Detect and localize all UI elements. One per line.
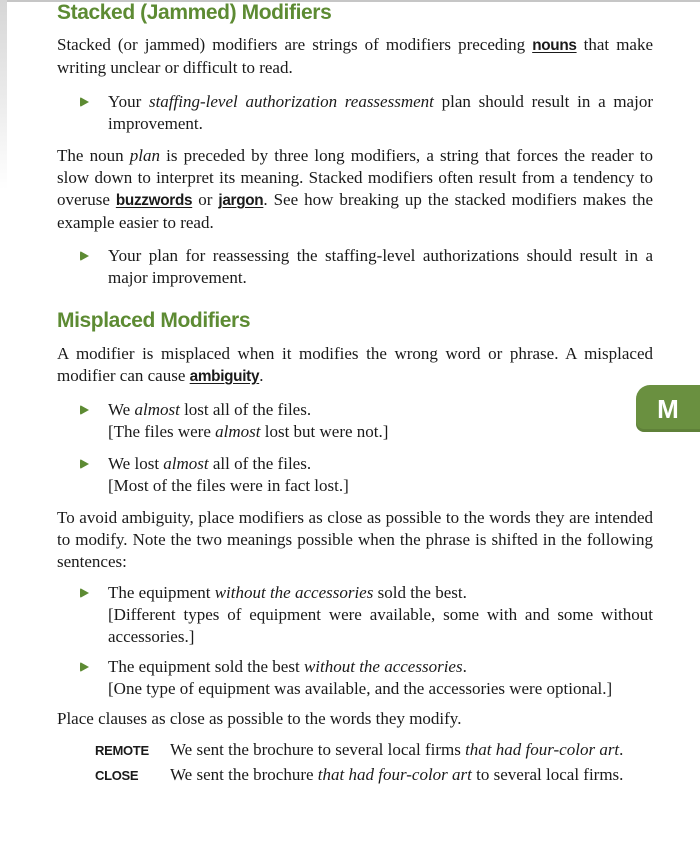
bullet-text: The equipment without the accessories sold the best. [108, 583, 467, 602]
example-bullet-stacked-bad [57, 91, 653, 135]
paragraph-stacked-intro: Stacked (or jammed) modifiers are strings of modifiers preceding nouns that make writing unclear or difficult to read. [57, 35, 654, 77]
page-content [57, 1, 653, 789]
bullet-arrow-icon [80, 251, 89, 261]
page-edge-left-shadow [0, 0, 7, 190]
example-text: We sent the brochure that had four-color art to several local firms. [170, 765, 624, 784]
bullet-note: [Different types of equipment were available, some with and some without accessories.] [108, 605, 653, 646]
bullet-text: The equipment sold the best without the accessories. [108, 657, 467, 676]
bullet-arrow-icon [80, 97, 89, 107]
bullet-note: [The files were almost lost but were not.] [108, 422, 389, 441]
example-bullet-lost-almost [57, 453, 653, 497]
example-bullet-stacked-fixed [57, 245, 653, 289]
bullet-arrow-icon [80, 662, 89, 672]
bullet-note: [Most of the files were in fact lost.] [108, 476, 349, 495]
example-bullet-equipment-sold-best [57, 656, 653, 700]
example-row-close [57, 764, 653, 786]
example-text: We sent the brochure to several local firms that had four-color art. [170, 740, 624, 759]
paragraph-place-clauses: Place clauses as close as possible to the words they modify. [57, 709, 462, 728]
tab-letter: M [657, 393, 679, 424]
section-heading-stacked-modifiers: Stacked (Jammed) Modifiers [57, 1, 332, 24]
bullet-arrow-icon [80, 588, 89, 598]
example-label-remote: REMOTE [95, 743, 149, 758]
section-heading-misplaced-modifiers: Misplaced Modifiers [57, 309, 251, 332]
alphabet-index-tab-m [636, 385, 700, 432]
example-bullet-almost-lost [57, 399, 653, 443]
example-row-remote [57, 739, 653, 761]
paragraph-misplaced-intro: A modifier is misplaced when it modifies the wrong word or phrase. A misplaced modifier can cause ambiguity. [57, 344, 653, 385]
bullet-text: Your plan for reassessing the staffing-level authorizations should result in a major improvement. [108, 246, 653, 287]
example-bullet-equipment-without [57, 582, 653, 648]
bullet-arrow-icon [80, 459, 89, 469]
bullet-note: [One type of equipment was available, and the accessories were optional.] [108, 679, 613, 698]
bullet-arrow-icon [80, 405, 89, 415]
paragraph-stacked-explanation: The noun plan is preceded by three long modifiers, a string that forces the reader to slow down to interpret its meaning. Stacked modifiers often result from a tendency to overuse buzzwords or jargon. See how breaking up the stacked modifiers makes the example easier to read. [57, 146, 653, 232]
bullet-text: We lost almost all of the files. [108, 454, 312, 473]
bullet-text: We almost lost all of the files. [108, 400, 312, 419]
example-label-close: CLOSE [95, 768, 139, 783]
paragraph-avoid-ambiguity: To avoid ambiguity, place modifiers as close as possible to the words they are intended to modify. Note the two meanings possible when the phrase is shifted in the following sentences: [57, 508, 653, 571]
bullet-text: Your staffing-level authorization reassessment plan should result in a major improvement. [108, 92, 653, 133]
